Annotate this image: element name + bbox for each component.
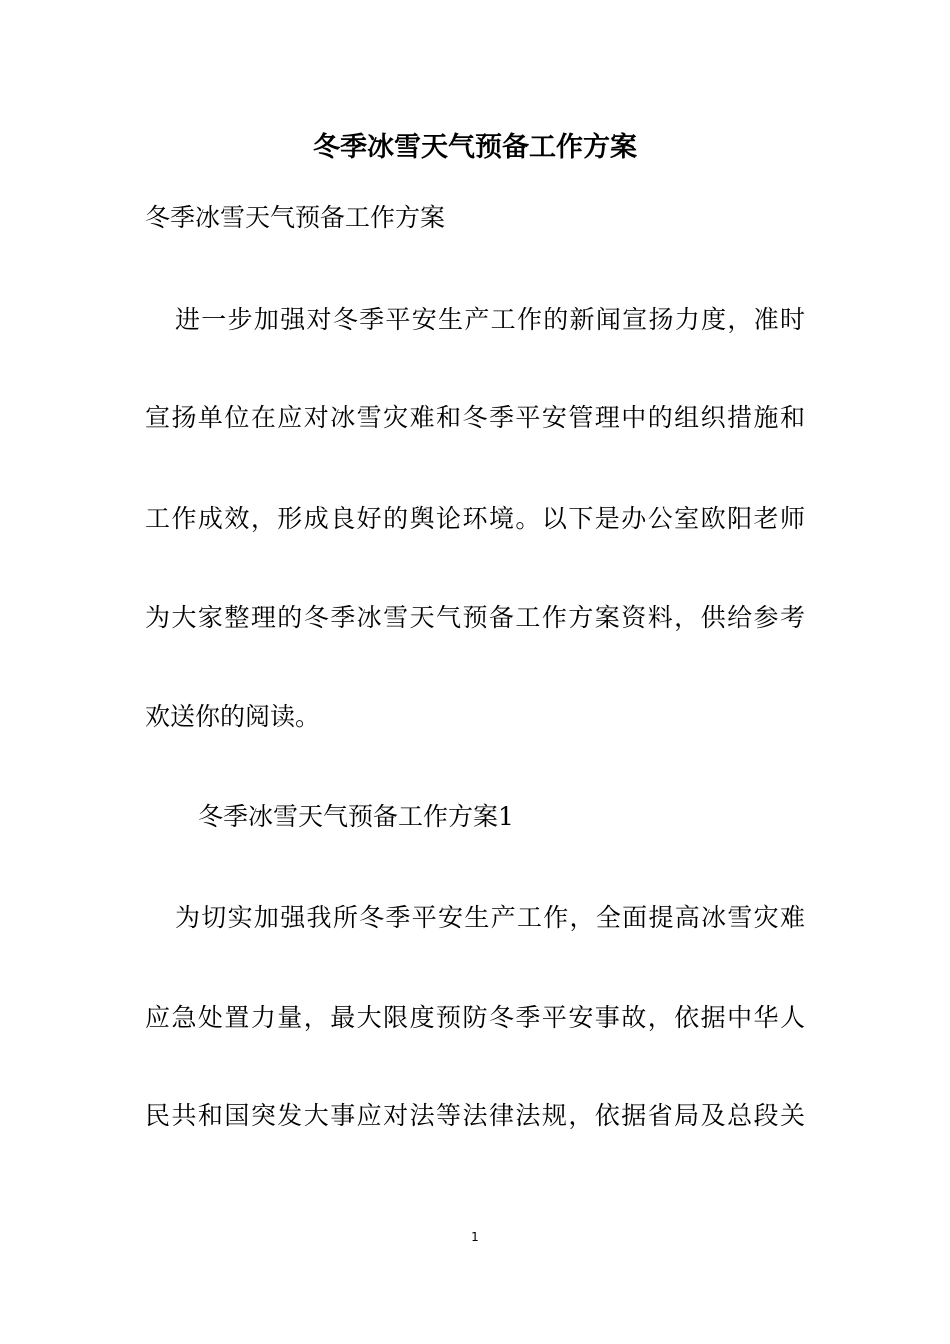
section-heading: 冬季冰雪天气预备工作方案1 [198, 802, 514, 831]
paragraph-line: 应急处置力量，最大限度预防冬季平安事故，依据中华人 [145, 1003, 805, 1032]
subtitle-line: 冬季冰雪天气预备工作方案 [145, 203, 446, 232]
paragraph-line: 为大家整理的冬季冰雪天气预备工作方案资料，供给参考 [145, 603, 805, 632]
document-title: 冬季冰雪天气预备工作方案 [313, 132, 637, 163]
paragraph-line: 宣扬单位在应对冰雪灾难和冬季平安管理中的组织措施和 [145, 403, 805, 432]
page-number: 1 [471, 1230, 479, 1244]
paragraph-line: 进一步加强对冬季平安生产工作的新闻宣扬力度，准时 [175, 305, 805, 334]
paragraph-line: 为切实加强我所冬季平安生产工作，全面提高冰雪灾难 [175, 903, 805, 932]
paragraph-line: 民共和国突发大事应对法等法律法规，依据省局及总段关 [145, 1101, 805, 1130]
paragraph-line: 欢送你的阅读。 [145, 702, 321, 731]
paragraph-line: 工作成效，形成良好的舆论环境。以下是办公室欧阳老师 [145, 504, 805, 533]
